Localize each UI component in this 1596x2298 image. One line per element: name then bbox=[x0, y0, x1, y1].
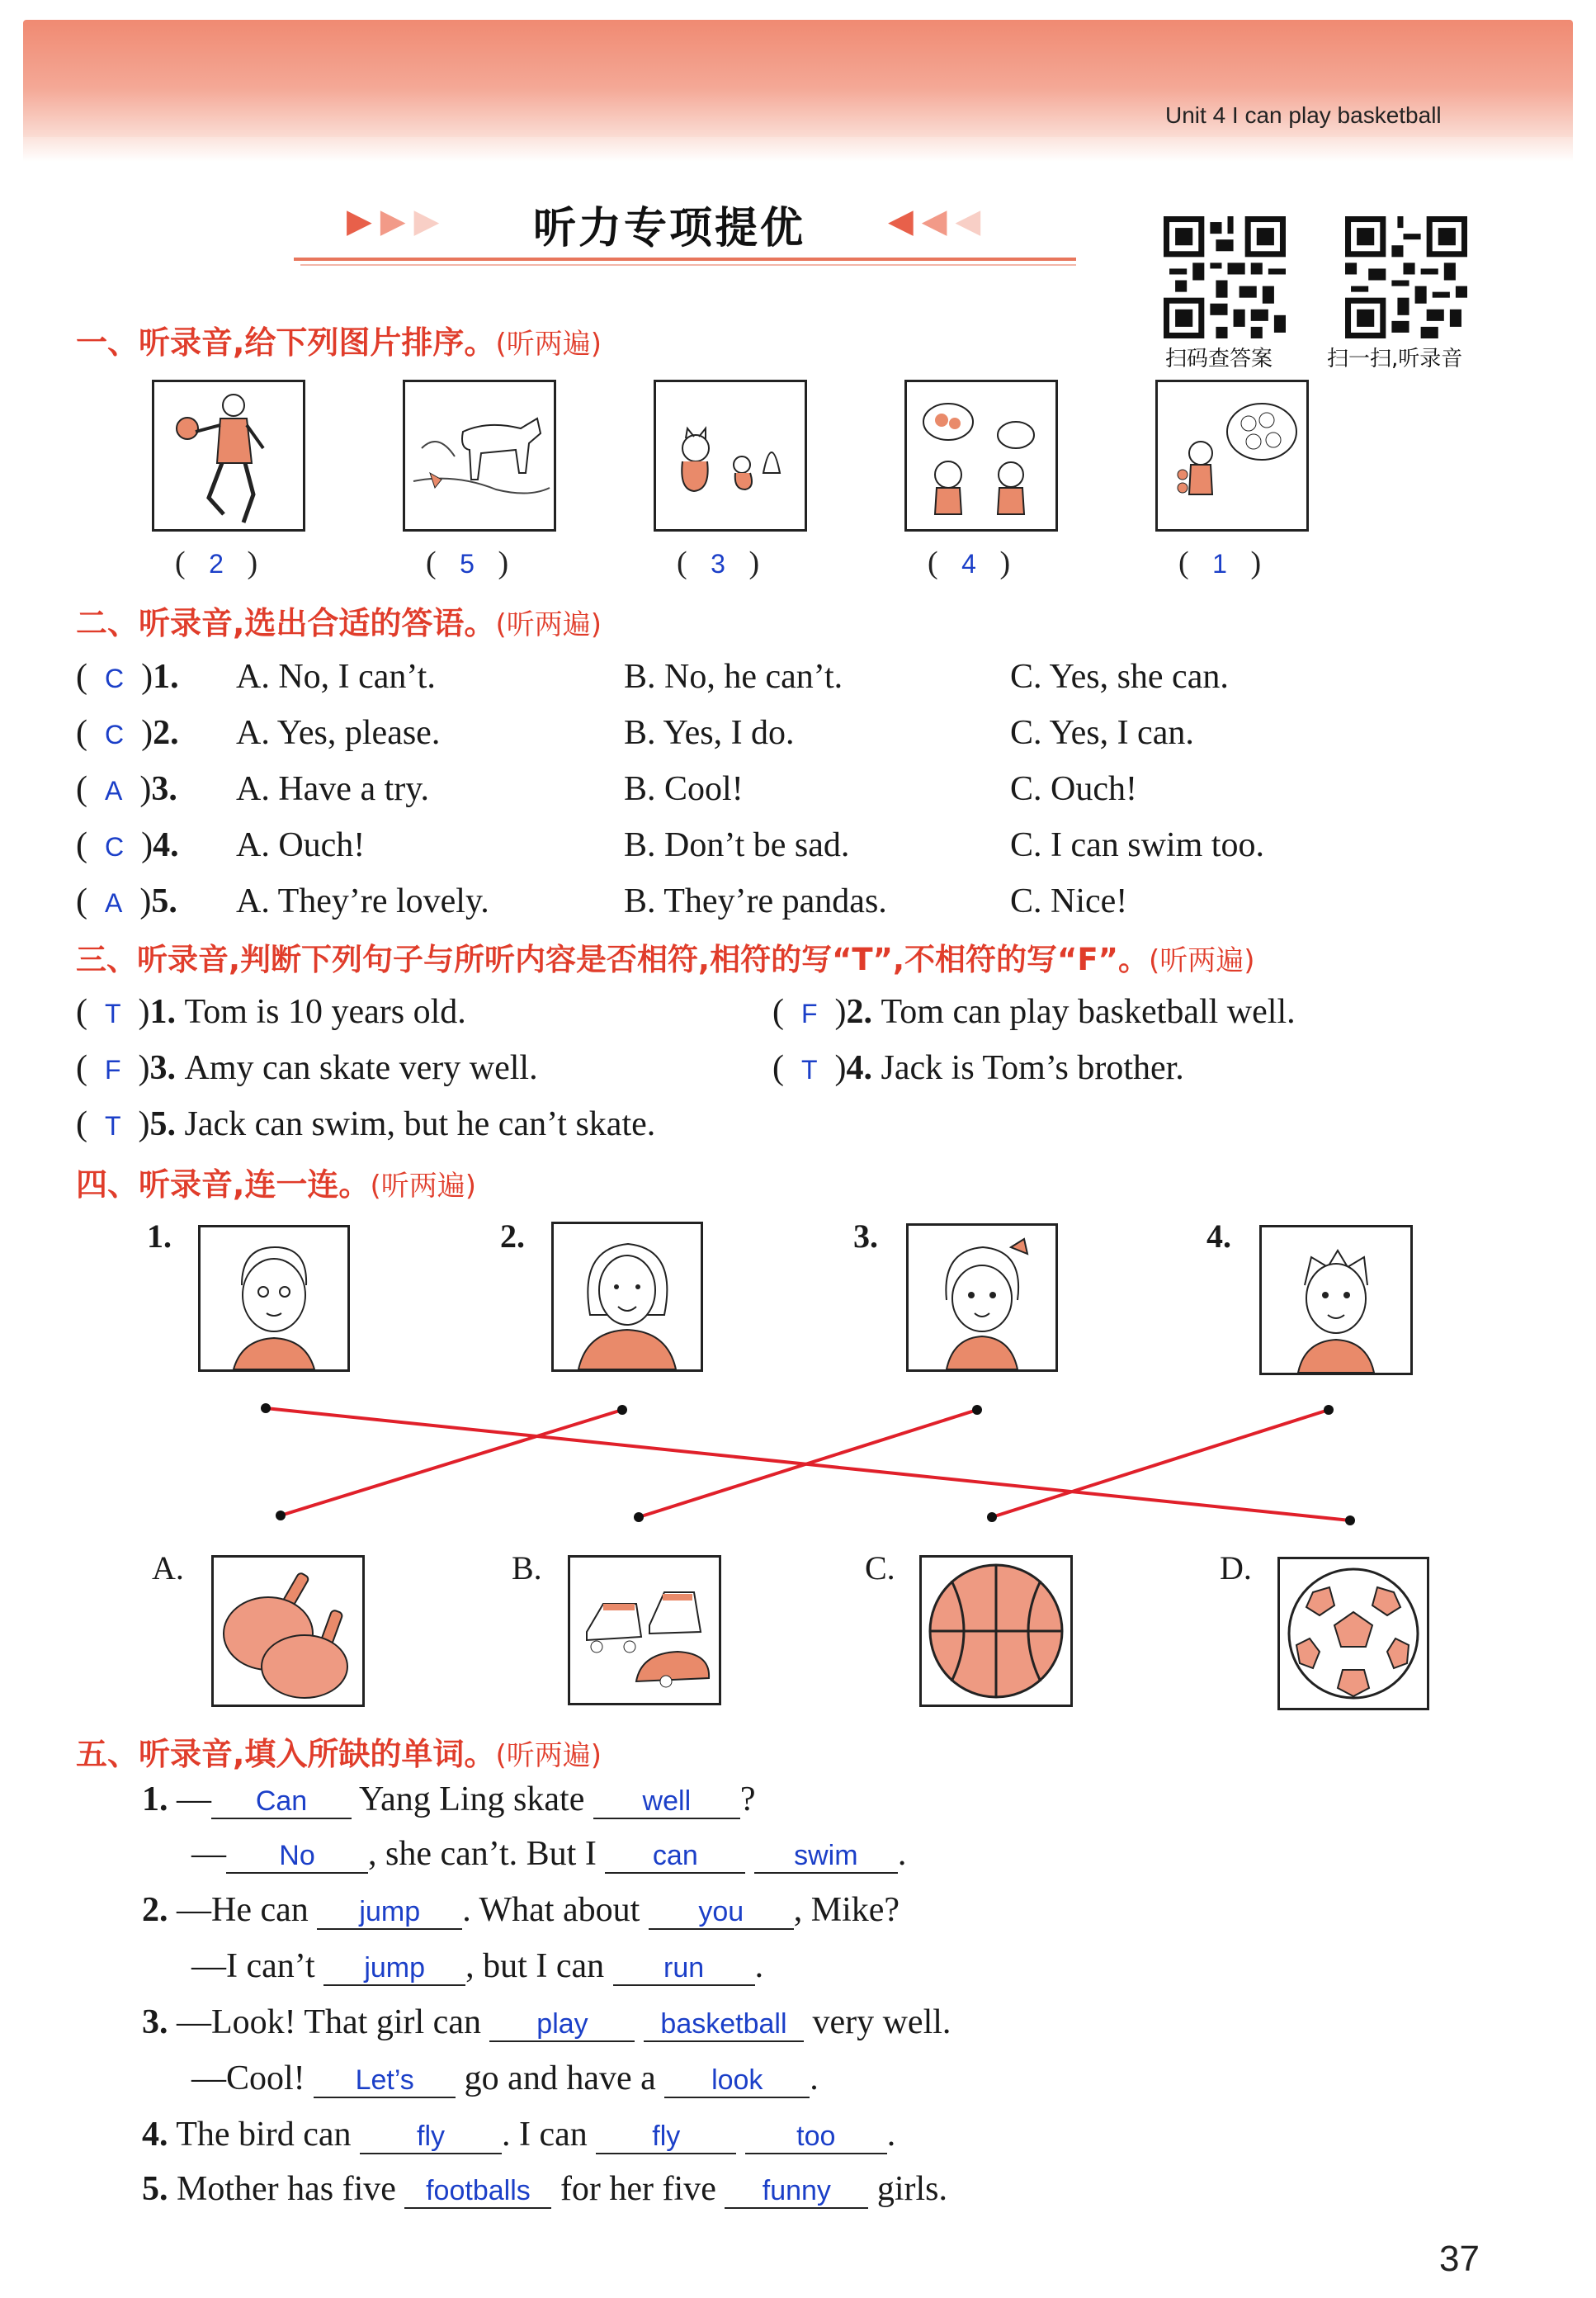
s2-answer-5: A bbox=[105, 888, 123, 918]
s5-text bbox=[736, 2116, 745, 2154]
s5-text: . bbox=[810, 2059, 819, 2097]
title-bar bbox=[294, 187, 1078, 261]
section-5-heading bbox=[76, 1728, 602, 1774]
s4-top-label-4: 4. bbox=[1206, 1218, 1231, 1255]
s5-text: — bbox=[177, 1780, 211, 1818]
s2-row-3: ( A )3. bbox=[76, 770, 177, 808]
s5-num-2: 2. bbox=[142, 1891, 168, 1929]
s5-line-4 bbox=[142, 2115, 895, 2154]
answer-slot-2: ( 5 ) bbox=[426, 546, 509, 580]
section-2-title: 二、听录音,选出合适的答语。 bbox=[76, 605, 496, 641]
s3-answer-2: F bbox=[801, 999, 818, 1028]
s3-num-1: 1. bbox=[149, 993, 177, 1031]
picture-boys-thinking bbox=[904, 380, 1058, 532]
s5-blank[interactable]: No bbox=[226, 1840, 368, 1874]
s5-num-5: 5. bbox=[142, 2170, 168, 2208]
qr-label-audio: 扫一扫,听录音 bbox=[1327, 347, 1463, 371]
s5-text: —I can’t bbox=[191, 1947, 324, 1985]
s5-blank[interactable]: well bbox=[593, 1785, 740, 1819]
s5-blank[interactable]: Can bbox=[211, 1785, 352, 1819]
s5-text bbox=[745, 1835, 754, 1873]
boys-thinking-icon bbox=[907, 382, 1055, 529]
s5-text: —Cool! bbox=[191, 2059, 314, 2097]
s3-text-1: Tom is 10 years old. bbox=[184, 993, 466, 1031]
s5-blank[interactable]: Let’s bbox=[314, 2064, 456, 2098]
s5-text: —He can bbox=[177, 1891, 318, 1929]
s5-blank[interactable]: funny bbox=[725, 2175, 868, 2209]
s5-line-3b bbox=[191, 2059, 819, 2098]
s2-answer-4: C bbox=[105, 832, 125, 862]
s5-text: , she can’t. But I bbox=[368, 1835, 606, 1873]
s3-answer-1: T bbox=[105, 999, 121, 1028]
s5-text: . bbox=[754, 1947, 764, 1985]
s3-num-2: 2. bbox=[846, 993, 873, 1031]
match-line-3-b bbox=[639, 1410, 977, 1517]
section-5-note: (听两遍) bbox=[495, 1739, 602, 1772]
s5-num-4: 4. bbox=[142, 2116, 168, 2154]
s5-text: , Mike? bbox=[793, 1891, 900, 1929]
section-1-title: 一、听录音,给下列图片排序。 bbox=[76, 324, 496, 361]
title-underline bbox=[294, 258, 1076, 261]
s2-option-2c: C. Yes, I can. bbox=[1010, 714, 1194, 752]
section-3-note: (听两遍) bbox=[1148, 944, 1255, 977]
dot-bottom-a[interactable] bbox=[276, 1511, 286, 1520]
s2-num-5: 5. bbox=[151, 882, 177, 920]
dot-bottom-b[interactable] bbox=[634, 1512, 644, 1522]
page-number: 37 bbox=[1439, 2239, 1480, 2279]
picture-basketball bbox=[919, 1555, 1073, 1707]
s5-blank[interactable]: too bbox=[745, 2121, 887, 2154]
s2-option-1b: B. No, he can’t. bbox=[624, 658, 843, 696]
s5-text: , but I can bbox=[465, 1947, 613, 1985]
s3-num-5: 5. bbox=[149, 1105, 177, 1143]
dot-top-4[interactable] bbox=[1324, 1405, 1334, 1415]
s2-answer-2: C bbox=[105, 720, 125, 749]
s2-row-5: ( A )5. bbox=[76, 882, 177, 920]
picture-boy-thinking-of-balls bbox=[1155, 380, 1309, 532]
right-arrows-icon: ◀ ◀ ◀ bbox=[888, 202, 981, 239]
s5-text: . I can bbox=[502, 2116, 597, 2154]
s2-num-2: 2. bbox=[153, 714, 179, 752]
s2-option-3a: A. Have a try. bbox=[236, 770, 430, 808]
s5-text: ? bbox=[739, 1780, 756, 1818]
s5-text: . bbox=[886, 2116, 896, 2154]
s2-row-1: ( C )1. bbox=[76, 658, 179, 696]
s2-num-1: 1. bbox=[153, 658, 179, 696]
s5-line-2b bbox=[191, 1946, 763, 1986]
picture-cat-and-mice bbox=[654, 380, 807, 532]
section-4-heading bbox=[76, 1159, 476, 1204]
section-3-title: 三、听录音,判断下列句子与所听内容是否相符,相符的写“T”,不相符的写“F”。 bbox=[76, 942, 1149, 977]
s5-text: . What about bbox=[462, 1891, 649, 1929]
s3-num-4: 4. bbox=[846, 1049, 873, 1087]
s4-bottom-label-d: D. bbox=[1220, 1549, 1252, 1586]
s5-text: — bbox=[191, 1835, 226, 1873]
answer-3: 3 bbox=[711, 549, 725, 579]
answer-4: 4 bbox=[961, 549, 976, 579]
match-line-2-a bbox=[281, 1410, 622, 1515]
answer-slot-1: ( 2 ) bbox=[175, 546, 258, 580]
s5-num-3: 3. bbox=[142, 2003, 168, 2041]
section-3-heading bbox=[76, 934, 1254, 979]
s3-row-2: ( F )2. Tom can play basketball well. bbox=[772, 993, 1296, 1031]
roller-skates-icon bbox=[570, 1558, 719, 1703]
s5-line-3 bbox=[142, 2002, 951, 2042]
cat-and-mice-icon bbox=[656, 382, 805, 529]
s3-row-5: ( T )5. Jack can swim, but he can’t skate. bbox=[76, 1105, 656, 1143]
s5-line-2 bbox=[142, 1890, 900, 1930]
s3-row-3: ( F )3. Amy can skate very well. bbox=[76, 1049, 538, 1087]
horse-icon bbox=[405, 382, 554, 529]
picture-girl-face bbox=[906, 1223, 1058, 1372]
woman-face-icon bbox=[554, 1224, 701, 1369]
s5-blank[interactable]: you bbox=[649, 1896, 794, 1930]
section-2-heading bbox=[76, 598, 602, 643]
s5-text: Yang Ling skate bbox=[352, 1780, 593, 1818]
section-4-note: (听两遍) bbox=[370, 1170, 476, 1203]
picture-roller-skates bbox=[568, 1555, 721, 1705]
s3-answer-5: T bbox=[105, 1111, 121, 1141]
s4-bottom-label-c: C. bbox=[865, 1549, 895, 1586]
s2-option-4a: A. Ouch! bbox=[236, 826, 366, 864]
s5-text: very well. bbox=[803, 2003, 951, 2041]
s5-text: The bird can bbox=[176, 2116, 360, 2154]
s2-option-5a: A. They’re lovely. bbox=[236, 882, 489, 920]
s5-text: for her five bbox=[551, 2170, 725, 2208]
answer-slot-5: ( 1 ) bbox=[1178, 546, 1262, 580]
dot-bottom-c[interactable] bbox=[987, 1512, 997, 1522]
s2-num-4: 4. bbox=[153, 826, 179, 864]
boy-face-2-icon bbox=[1262, 1227, 1410, 1373]
s5-text: Mother has five bbox=[177, 2170, 405, 2208]
match-line-1-d bbox=[266, 1408, 1350, 1520]
s3-num-3: 3. bbox=[149, 1049, 177, 1087]
s3-text-3: Amy can skate very well. bbox=[184, 1049, 538, 1087]
s5-blank[interactable]: swim bbox=[754, 1840, 898, 1874]
s2-option-5c: C. Nice! bbox=[1010, 882, 1128, 920]
s4-bottom-label-a: A. bbox=[152, 1549, 184, 1586]
answer-slot-4: ( 4 ) bbox=[928, 546, 1011, 580]
section-1-heading bbox=[76, 317, 602, 362]
s5-num-1: 1. bbox=[142, 1780, 168, 1818]
s4-top-label-2: 2. bbox=[500, 1218, 525, 1255]
s5-blank[interactable]: can bbox=[605, 1840, 745, 1874]
page-title: 听力专项提优 bbox=[533, 204, 806, 253]
s5-blank[interactable]: play bbox=[489, 2008, 635, 2042]
picture-boy-face-2 bbox=[1259, 1225, 1413, 1375]
s5-text: go and have a bbox=[456, 2059, 665, 2097]
s2-row-4: ( C )4. bbox=[76, 826, 179, 864]
picture-horse-and-bird bbox=[403, 380, 556, 532]
s5-line-1b bbox=[191, 1834, 906, 1874]
boy-thinking-of-balls-icon bbox=[1158, 382, 1306, 529]
s2-option-3b: B. Cool! bbox=[624, 770, 744, 808]
s3-text-2: Tom can play basketball well. bbox=[881, 993, 1296, 1031]
qr-code-audio[interactable] bbox=[1345, 216, 1467, 338]
s2-answer-1: C bbox=[105, 664, 125, 693]
section-1-note: (听两遍) bbox=[495, 328, 602, 361]
s5-text: girls. bbox=[868, 2170, 948, 2208]
basketball-player-icon bbox=[154, 382, 303, 529]
picture-woman-face bbox=[551, 1222, 703, 1372]
picture-boy-face bbox=[198, 1225, 350, 1372]
match-line-4-c bbox=[992, 1410, 1329, 1517]
s3-answer-4: T bbox=[801, 1055, 818, 1085]
s5-blank[interactable]: fly bbox=[596, 2121, 736, 2154]
s3-text-4: Jack is Tom’s brother. bbox=[881, 1049, 1184, 1087]
s5-blank[interactable]: basketball bbox=[644, 2008, 804, 2042]
s5-line-5 bbox=[142, 2169, 947, 2209]
left-arrows-icon: ▶ ▶ ▶ bbox=[347, 202, 440, 239]
picture-ping-pong-paddles bbox=[211, 1555, 365, 1707]
football-icon bbox=[1280, 1559, 1427, 1708]
s4-bottom-label-b: B. bbox=[512, 1549, 542, 1586]
boy-face-icon bbox=[201, 1227, 347, 1369]
s5-blank[interactable]: run bbox=[613, 1952, 755, 1986]
s2-row-2: ( C )2. bbox=[76, 714, 179, 752]
answer-2: 5 bbox=[460, 549, 475, 579]
dot-top-3[interactable] bbox=[972, 1405, 982, 1415]
title-underline-thin bbox=[300, 264, 1076, 266]
s5-line-1 bbox=[142, 1780, 756, 1819]
unit-title: Unit 4 I can play basketball bbox=[1165, 102, 1442, 128]
basketball-icon bbox=[922, 1558, 1070, 1705]
s2-option-1c: C. Yes, she can. bbox=[1010, 658, 1229, 696]
girl-face-icon bbox=[909, 1226, 1055, 1369]
picture-basketball-player bbox=[152, 380, 305, 532]
s3-row-4: ( T )4. Jack is Tom’s brother. bbox=[772, 1049, 1184, 1087]
section-2-note: (听两遍) bbox=[495, 608, 602, 641]
s2-option-4b: B. Don’t be sad. bbox=[624, 826, 850, 864]
s5-text: . bbox=[897, 1835, 907, 1873]
section-4-title: 四、听录音,连一连。 bbox=[76, 1166, 371, 1203]
dot-top-1[interactable] bbox=[261, 1403, 271, 1413]
answer-5: 1 bbox=[1212, 549, 1227, 579]
ping-pong-paddle-icon bbox=[214, 1558, 362, 1705]
qr-label-answers: 扫码查答案 bbox=[1165, 347, 1273, 371]
qr-code-answers[interactable] bbox=[1164, 216, 1286, 338]
s5-blank[interactable]: footballs bbox=[404, 2175, 551, 2209]
s5-blank[interactable]: jump bbox=[323, 1952, 465, 1986]
picture-football bbox=[1277, 1557, 1429, 1710]
s4-top-label-1: 1. bbox=[147, 1218, 172, 1255]
s2-option-2b: B. Yes, I do. bbox=[624, 714, 795, 752]
s5-blank[interactable]: look bbox=[664, 2064, 810, 2098]
s2-num-3: 3. bbox=[151, 770, 177, 808]
s2-option-5b: B. They’re pandas. bbox=[624, 882, 887, 920]
dot-bottom-d[interactable] bbox=[1345, 1515, 1355, 1525]
s5-text: —Look! That girl can bbox=[177, 2003, 490, 2041]
answer-slot-3: ( 3 ) bbox=[677, 546, 760, 580]
answer-1: 2 bbox=[209, 549, 224, 579]
s2-option-4c: C. I can swim too. bbox=[1010, 826, 1264, 864]
s4-top-label-3: 3. bbox=[853, 1218, 878, 1255]
s3-text-5: Jack can swim, but he can’t skate. bbox=[184, 1105, 656, 1143]
dot-top-2[interactable] bbox=[617, 1405, 627, 1415]
s2-option-3c: C. Ouch! bbox=[1010, 770, 1137, 808]
s2-option-1a: A. No, I can’t. bbox=[236, 658, 436, 696]
s3-row-1: ( T )1. Tom is 10 years old. bbox=[76, 993, 466, 1031]
section-5-title: 五、听录音,填入所缺的单词。 bbox=[76, 1736, 496, 1772]
s5-text bbox=[635, 2003, 644, 2041]
s3-answer-3: F bbox=[105, 1055, 121, 1085]
s5-blank[interactable]: fly bbox=[360, 2121, 502, 2154]
s5-blank[interactable]: jump bbox=[317, 1896, 462, 1930]
s2-answer-3: A bbox=[105, 776, 123, 806]
s2-option-2a: A. Yes, please. bbox=[236, 714, 441, 752]
